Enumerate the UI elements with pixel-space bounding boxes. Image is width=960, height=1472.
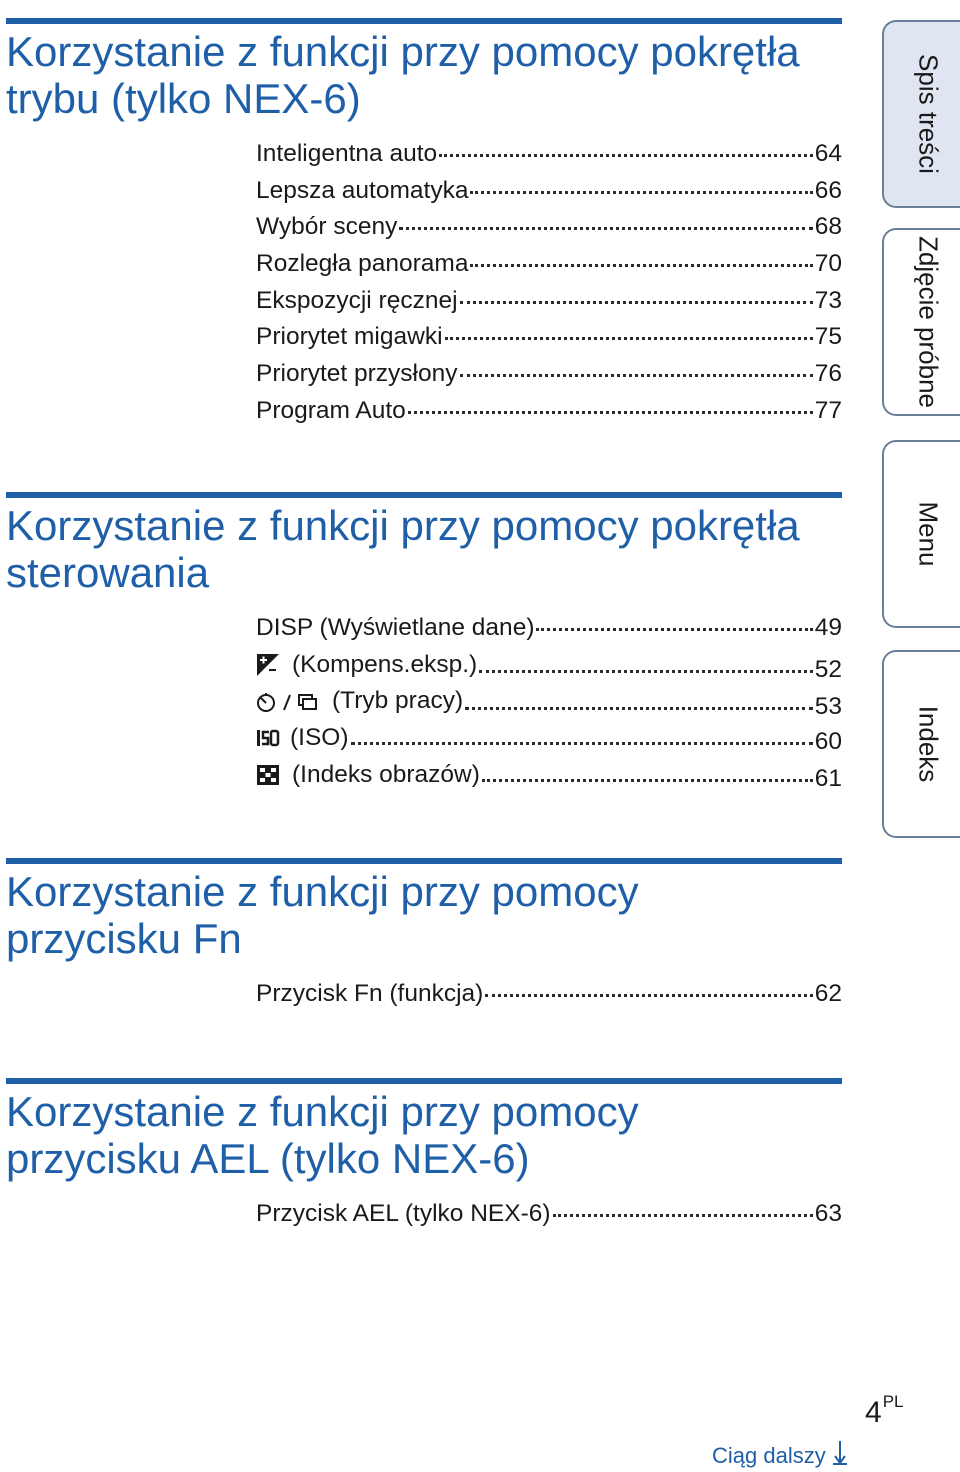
image-index-icon	[256, 764, 280, 786]
toc-entry[interactable]: (Indeks obrazów) 61	[256, 757, 842, 794]
toc-entry[interactable]: Przycisk Fn (funkcja) 62	[256, 980, 842, 1007]
toc-entry[interactable]: Program Auto 77	[256, 396, 842, 424]
toc-entry-list	[256, 610, 842, 793]
section-heading: Korzystanie z funkcji przy pomocy przycisku Fn	[6, 868, 639, 962]
dot-leader	[351, 742, 813, 745]
tab-menu[interactable]: Menu	[882, 440, 960, 628]
dot-leader	[439, 154, 813, 157]
dot-leader	[470, 264, 812, 267]
tab-table-of-contents[interactable]: Spis treści	[882, 20, 960, 208]
dot-leader	[553, 1214, 813, 1217]
arrow-down-icon	[832, 1440, 848, 1472]
dot-leader	[536, 628, 812, 631]
dot-leader	[479, 670, 813, 673]
dot-leader	[445, 337, 813, 340]
dot-leader	[465, 707, 813, 710]
section-rule	[6, 18, 842, 24]
toc-entry[interactable]: Wybór sceny 68	[256, 213, 842, 241]
section-heading: Korzystanie z funkcji przy pomocy pokrętła trybu (tylko NEX-6)	[6, 28, 800, 122]
section-rule	[6, 492, 842, 498]
exposure-compensation-icon	[256, 653, 280, 677]
page-number: $4^{PL}$	[865, 1392, 904, 1429]
section-rule	[6, 1078, 842, 1084]
section-rule	[6, 858, 842, 864]
tab-sample-photo[interactable]: Zdjęcie próbne	[882, 228, 960, 416]
toc-entry[interactable]: Lepsza automatyka 66	[256, 176, 842, 204]
self-timer-drive-icon	[256, 690, 320, 714]
toc-entry-list	[256, 976, 842, 1013]
continued-link[interactable]: Ciąg dalszy	[712, 1440, 848, 1472]
section-heading: Korzystanie z funkcji przy pomocy pokrętła sterowania	[6, 502, 800, 596]
toc-entry[interactable]: Rozległa panorama 70	[256, 250, 842, 278]
dot-leader	[485, 994, 812, 997]
toc-entry[interactable]: Inteligentna auto 64	[256, 140, 842, 167]
toc-entry[interactable]: Przycisk AEL (tylko NEX-6) 63	[256, 1200, 842, 1227]
dot-leader	[470, 191, 812, 194]
toc-entry[interactable]: DISP (Wyświetlane dane) 49	[256, 614, 842, 641]
toc-entry[interactable]: (Kompens.eksp.) 52	[256, 647, 842, 684]
toc-entry[interactable]: (ISO) 60	[256, 720, 842, 757]
dot-leader	[460, 301, 813, 304]
toc-entry[interactable]: Priorytet migawki 75	[256, 323, 842, 351]
toc-entry[interactable]: Priorytet przysłony 76	[256, 360, 842, 388]
dot-leader	[482, 779, 813, 782]
toc-entry-list	[256, 136, 842, 430]
dot-leader	[399, 227, 812, 230]
dot-leader	[460, 374, 813, 377]
iso-icon	[256, 727, 280, 749]
section-heading: Korzystanie z funkcji przy pomocy przycisku AEL (tylko NEX-6)	[6, 1088, 639, 1182]
tab-index[interactable]: Indeks	[882, 650, 960, 838]
dot-leader	[408, 411, 813, 414]
toc-entry-list	[256, 1196, 842, 1233]
toc-entry[interactable]: (Tryb pracy) 53	[256, 683, 842, 720]
toc-entry[interactable]: Ekspozycji ręcznej 73	[256, 286, 842, 314]
